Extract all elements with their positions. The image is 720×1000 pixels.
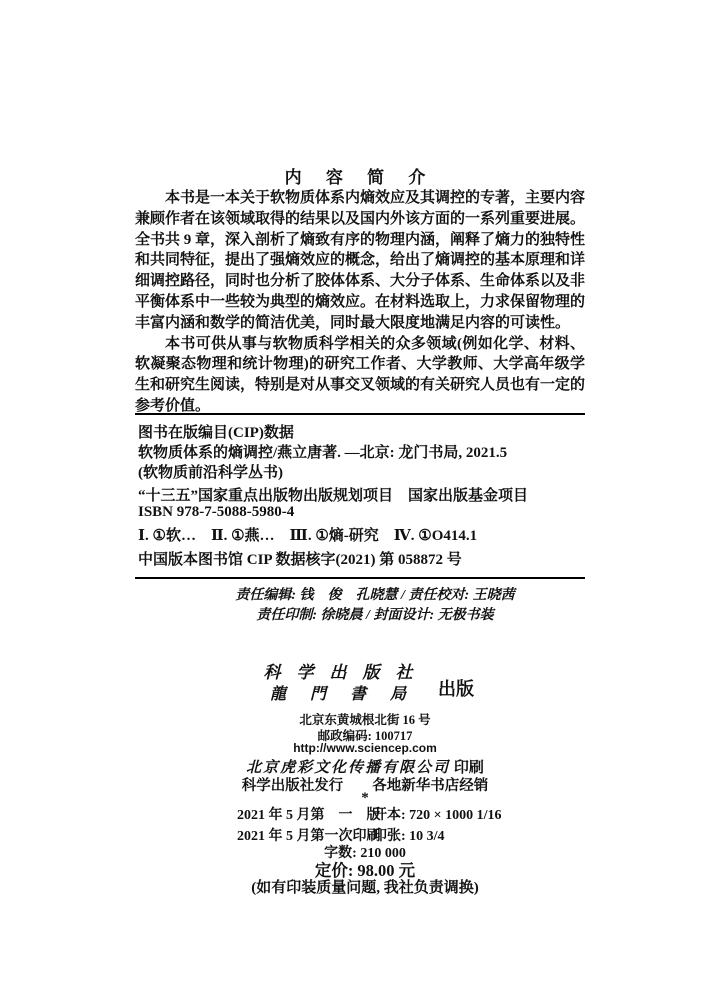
publisher-block (0, 662, 720, 705)
publisher-logos (246, 662, 430, 705)
credits-line-1: 责任编辑: 钱 俊 孔晓慧 / 责任校对: 王晓茜 (235, 588, 515, 603)
intro-paragraph-2: 本书可供从事与软物质科学相关的众多领域(例如化学、材料、软凝聚态物理和统计物理)的研究工作者、大学教师、大学高年级学生和研究生阅读，特别是对从事交叉领域的有关研究人员也有一定的参考价值。 (135, 335, 586, 414)
printing-date: 2021 年 5 月第一次印刷 (237, 829, 381, 844)
postal-code: 邮政编码: 100717 (317, 729, 413, 743)
cip-classification: Ⅰ. ①软… Ⅱ. ①燕… Ⅲ. ①熵-研究 Ⅳ. ①O414.1 (138, 528, 478, 544)
printer-label: 印刷 (453, 760, 484, 776)
edition-date: 2021 年 5 月第 一 版 (237, 808, 381, 823)
cip-record: 中国版本图书馆 CIP 数据核字(2021) 第 058872 号 (138, 552, 462, 568)
press-website: http://www.sciencep.com (293, 741, 437, 755)
cip-series: (软物质前沿科学丛书) (138, 465, 283, 481)
edition-info (237, 805, 537, 847)
cip-title-line: 软物质体系的熵调控/燕立唐著. —北京: 龙门书局, 2021.5 (138, 445, 508, 461)
cip-heading: 图书在版编目(CIP)数据 (138, 425, 294, 441)
cip-divider-top (135, 413, 585, 415)
quality-note: (如有印装质量问题, 我社负责调换) (251, 880, 479, 896)
intro-body (135, 188, 585, 417)
star-separator: * (361, 790, 369, 806)
edition-row (237, 805, 537, 826)
intro-paragraph-1: 本书是一本关于软物质体系内熵效应及其调控的专著，主要内容兼顾作者在该领域取得的结果以及国内外该方面的一系列重要进展。全书共 9 章，深入剖析了熵致有序的物理内涵，阐释了熵力的独特性和共同特征，提出了强熵效应的概念，给出了熵调控的基本原理和详细调控路径，同时也分析了胶体体系、大分子体系、生命体系以及非平衡体系中一些较为典型的熵效应。在材料选取上，力求保留物理的丰富内涵和数学的简洁优美，同时最大限度地满足内容的可读性。 (135, 190, 586, 331)
publish-label: 出版 (438, 678, 474, 699)
distribution-line: 科学出版社发行 各地新华书店经销 (241, 778, 489, 794)
bureau-name: 龍門書局 (269, 686, 430, 703)
price: 定价: 98.00 元 (314, 861, 416, 880)
word-count: 字数: 210 000 (324, 846, 406, 861)
printer-name: 北京虎彩文化传播有限公司 (246, 760, 451, 776)
sheets-spec: 印张: 10 3/4 (373, 829, 445, 844)
press-address: 北京东黄城根北街 16 号 (299, 713, 431, 727)
cip-projects: “十三五”国家重点出版物出版规划项目 国家出版基金项目 (138, 488, 529, 504)
format-spec: 开本: 720 × 1000 1/16 (373, 808, 502, 823)
cip-divider-bottom (135, 577, 585, 579)
cip-isbn: ISBN 978-7-5088-5980-4 (138, 504, 295, 520)
press-name: 科学出版社 (263, 663, 429, 682)
intro-title: 内 容 简 介 (284, 168, 436, 187)
credits-line-2: 责任印制: 徐晓晨 / 封面设计: 无极书装 (256, 608, 494, 623)
